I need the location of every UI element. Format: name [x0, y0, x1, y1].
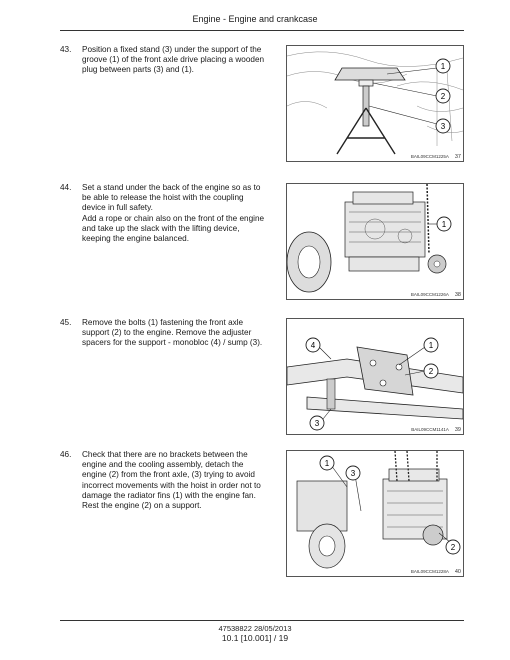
figure-37	[286, 45, 464, 162]
figure-index: 40	[454, 569, 461, 575]
figure-caption	[411, 569, 461, 575]
figure-38	[286, 183, 464, 300]
figure-illustration	[287, 451, 463, 576]
callout-label: 2	[450, 543, 456, 552]
footer-doc-info: 47538822 28/05/2013	[218, 624, 292, 633]
step-number: 46.	[60, 450, 72, 459]
figure-index: 38	[454, 292, 461, 298]
callout-label: 1	[428, 341, 434, 350]
step-text: Remove the bolts (1) fastening the front axle support (2) to the engine. Remove the adjuster spacers for the support - monobloc (4) / sump (3).	[82, 318, 263, 348]
step-number: 45.	[60, 318, 72, 327]
figure-illustration	[287, 184, 463, 299]
header-rule	[60, 30, 464, 31]
callout-label: 3	[440, 122, 446, 131]
step-text: Check that there are no brackets between the engine and the cooling assembly, detach the engine (2) from the front axle, (3) trying to avoid incorrect movements with the hoist in order not to damage the radiator fins (1) with the engine fan. Rest the engine (2) on a support.	[82, 450, 261, 511]
footer-rule	[60, 620, 464, 621]
figure-code: BAIL09CCM1228A	[410, 569, 449, 574]
callout-label: 4	[310, 341, 316, 350]
step-text-block	[82, 183, 267, 244]
step-number: 44.	[60, 183, 72, 192]
figure-caption	[411, 154, 461, 160]
callout-label: 1	[440, 62, 446, 71]
callout-label: 2	[440, 92, 446, 101]
figure-code: BAIL09CCM1225A	[410, 154, 449, 159]
callout-label: 2	[428, 367, 434, 376]
page-header: Engine - Engine and crankcase	[192, 14, 318, 24]
step-text: Set a stand under the back of the engine so as to be able to release the hoist with the coupling device in full safety.	[82, 183, 261, 213]
step-number: 43.	[60, 45, 72, 54]
figure-caption	[411, 292, 461, 298]
callout-label: 3	[314, 419, 320, 428]
figure-index: 37	[454, 154, 461, 160]
callout-label: 3	[350, 469, 356, 478]
figure-code: BAIL09CCM1141A	[411, 427, 449, 432]
figure-index: 39	[454, 427, 461, 433]
callout-label: 1	[441, 220, 447, 229]
figure-39	[286, 318, 464, 435]
figure-caption	[411, 427, 461, 433]
figure-illustration	[287, 319, 463, 434]
callout-label: 1	[324, 459, 330, 468]
figure-40	[286, 450, 464, 577]
figure-code: BAIL09CCM1226A	[410, 292, 449, 297]
step-text: Position a fixed stand (3) under the support of the groove (1) of the front axle drive placing a wooden plug between parts (3) and (1).	[82, 45, 265, 75]
figure-illustration	[287, 46, 463, 161]
step-text-continued: Add a rope or chain also on the front of the engine and take up the slack with the lifting device, keeping the engine balanced.	[82, 213, 265, 244]
footer-page-number: 10.1 [10.001] / 19	[221, 633, 289, 643]
